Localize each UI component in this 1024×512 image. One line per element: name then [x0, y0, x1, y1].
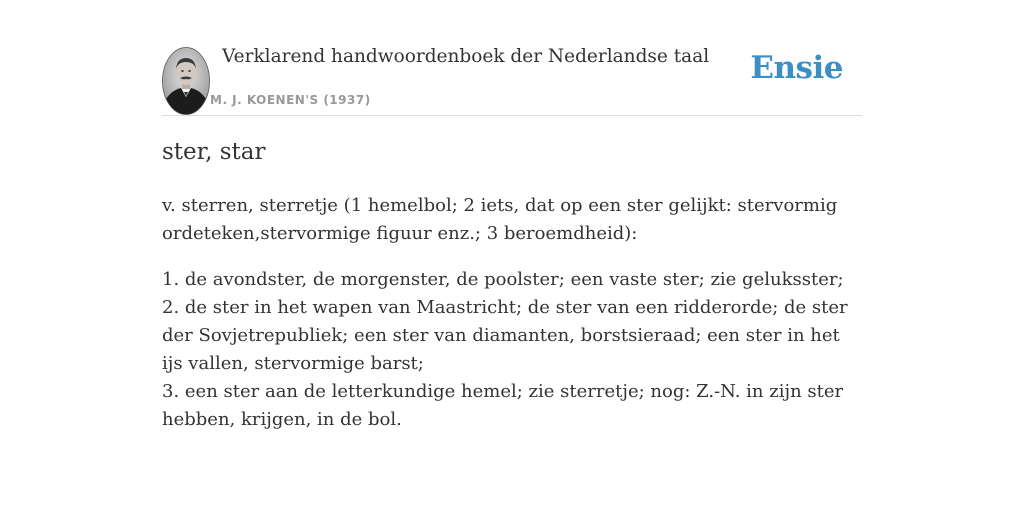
entry-headword: ster, star: [162, 139, 266, 165]
sense-item: 1. de avondster, de morgenster, de poolster; een vaste ster; zie geluksster;: [162, 269, 844, 290]
header: [162, 0, 862, 116]
ensie-logo-link[interactable]: Ensie: [750, 50, 843, 86]
entry-definition: [162, 192, 862, 434]
sense-list: [162, 266, 862, 434]
sense-item: 3. een ster aan de letterkundige hemel; zie sterretje; nog: Z.-N. in zijn ster hebben, krijgen, in de bol.: [162, 381, 844, 430]
portrait-icon: [162, 47, 210, 115]
page: [162, 0, 862, 430]
sense-item: 2. de ster in het wapen van Maastricht; de ster van een ridderorde; de ster der Sovjetrepubliek; een ster van diamanten, borstsieraad; een ster in het ijs vallen, stervormige barst;: [162, 297, 848, 374]
book-subtitle: M. J. KOENEN'S (1937): [210, 93, 371, 107]
book-title: Verklarend handwoordenboek der Nederlandse taal: [222, 46, 710, 67]
entry-intro: v. sterren, sterretje (1 hemelbol; 2 iets, dat op een ster gelijkt: stervormig ordeteken,stervormige figuur enz.; 3 beroemdheid):: [162, 195, 838, 244]
